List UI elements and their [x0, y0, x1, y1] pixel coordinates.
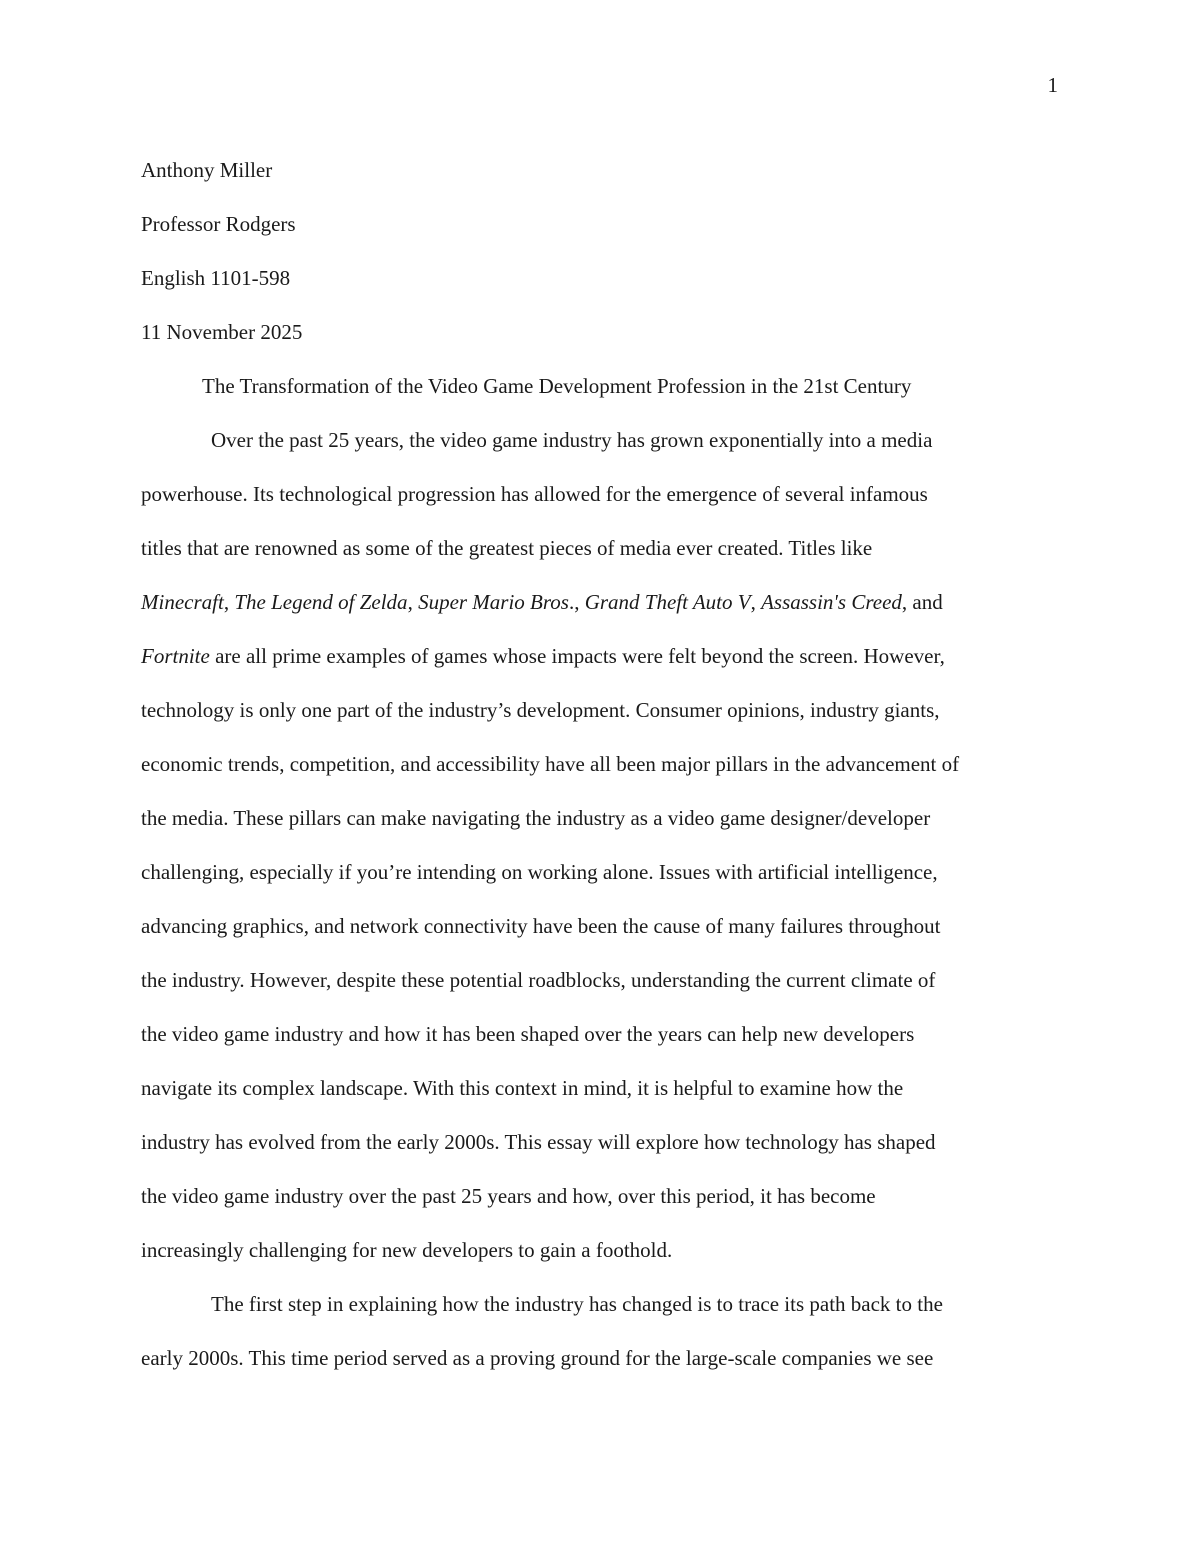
paragraph-line: the video game industry over the past 25 years and how, over this period, it has become — [141, 1184, 876, 1208]
paragraph-line: the media. These pillars can make navigating the industry as a video game designer/developer — [141, 806, 931, 830]
game-title-zelda: The Legend of Zelda — [234, 590, 408, 614]
separator: , — [407, 590, 419, 614]
paragraph-line-fortnite — [141, 629, 1066, 683]
game-title-minecraft: Minecraft — [141, 590, 224, 614]
game-title-assassins-creed: Assassin's Creed — [761, 590, 902, 614]
paragraph-2 — [141, 1277, 1066, 1385]
paragraph-line: the video game industry and how it has been shaped over the years can help new developers — [141, 1022, 915, 1046]
paragraph-line: The first step in explaining how the industry has changed is to trace its path back to the — [211, 1292, 943, 1316]
paragraph-line: challenging, especially if you’re intending on working alone. Issues with artificial intelligence, — [141, 860, 938, 884]
paragraph-line: Over the past 25 years, the video game industry has grown exponentially into a media — [211, 428, 933, 452]
essay-title: The Transformation of the Video Game Development Profession in the 21st Century — [202, 374, 912, 398]
author-name: Anthony Miller — [141, 158, 273, 182]
paragraph-line: technology is only one part of the industry’s development. Consumer opinions, industry giants, — [141, 698, 940, 722]
separator: , — [750, 590, 762, 614]
paragraph-line: advancing graphics, and network connectivity have been the cause of many failures throughout — [141, 914, 941, 938]
instructor-name: Professor Rodgers — [141, 212, 296, 236]
document-body — [141, 143, 1066, 1385]
paragraph-line: powerhouse. Its technological progression has allowed for the emergence of several infamous — [141, 482, 928, 506]
paragraph-line: economic trends, competition, and accessibility have all been major pillars in the advancement of — [141, 752, 960, 776]
paragraph-line: navigate its complex landscape. With this context in mind, it is helpful to examine how the — [141, 1076, 904, 1100]
essay-date: 11 November 2025 — [141, 320, 303, 344]
game-title-fortnite: Fortnite — [141, 644, 210, 668]
separator: , and — [901, 590, 943, 614]
paragraph-line: titles that are renowned as some of the greatest pieces of media ever created. Titles like — [141, 536, 873, 560]
page-number: 1 — [1047, 73, 1058, 97]
paragraph-line: industry has evolved from the early 2000s. This essay will explore how technology has shaped — [141, 1130, 936, 1154]
paragraph-line: the industry. However, despite these potential roadblocks, understanding the current climate of — [141, 968, 936, 992]
course-name: English 1101-598 — [141, 266, 291, 290]
game-title-gta: Grand Theft Auto V — [584, 590, 751, 614]
separator: , — [223, 590, 235, 614]
paragraph-line: increasingly challenging for new developers to gain a foothold. — [141, 1238, 673, 1262]
paragraph-1 — [141, 413, 1066, 1277]
paragraph-line-titles — [141, 575, 1066, 629]
paragraph-text: are all prime examples of games whose impacts were felt beyond the screen. However, — [209, 644, 945, 668]
separator: ., — [568, 590, 585, 614]
game-title-mario: Super Mario Bros — [418, 590, 569, 614]
paragraph-line: early 2000s. This time period served as a proving ground for the large-scale companies we see — [141, 1346, 934, 1370]
